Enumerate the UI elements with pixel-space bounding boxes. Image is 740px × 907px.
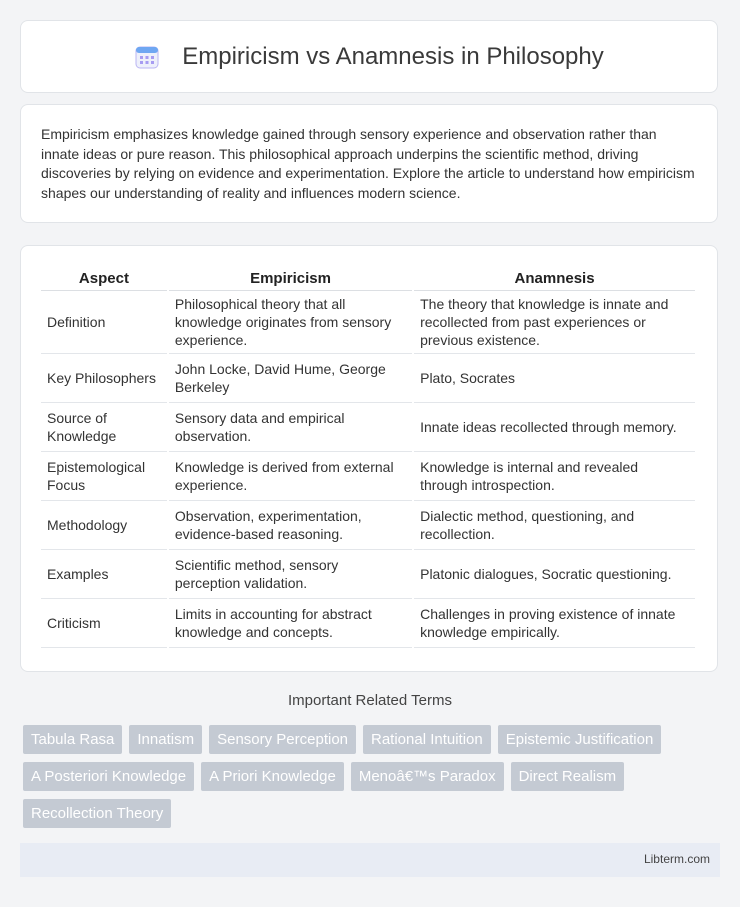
footer-site-link[interactable]: Libterm.com (643, 852, 710, 866)
row-empiricism: Sensory data and empirical observation. (169, 403, 412, 452)
related-term-tag[interactable]: A Priori Knowledge (201, 762, 344, 791)
header-aspect: Aspect (41, 264, 167, 291)
row-aspect: Criticism (41, 599, 167, 648)
row-aspect: Methodology (41, 501, 167, 550)
table-row (41, 452, 695, 501)
table-row (41, 501, 695, 550)
row-empiricism: Observation, experimentation, evidence-based reasoning. (169, 501, 412, 550)
related-terms-list (23, 725, 713, 828)
related-term-tag[interactable]: Epistemic Justification (498, 725, 662, 754)
intro-paragraph: Empiricism emphasizes knowledge gained through sensory experience and observation rather than innate ideas or pure reason. This philosophical approach underpins the scientific method, driving discoveries by relying on evidence and experimentation. Explore the article to understand how empiricism shapes our understanding of reality and influences modern science. (41, 126, 695, 201)
row-anamnesis: Innate ideas recollected through memory. (414, 403, 695, 452)
row-empiricism: John Locke, David Hume, George Berkeley (169, 354, 412, 403)
row-empiricism: Philosophical theory that all knowledge originates from sensory experience. (169, 291, 412, 354)
page-title: Empiricism vs Anamnesis in Philosophy (182, 42, 604, 70)
related-term-tag[interactable]: Sensory Perception (209, 725, 356, 754)
footer-bar (20, 843, 720, 877)
table-row (41, 550, 695, 599)
table-row (41, 403, 695, 452)
row-anamnesis: The theory that knowledge is innate and recollected from past experiences or previous existence. (414, 291, 695, 354)
row-aspect: Source of Knowledge (41, 403, 167, 452)
comparison-table-card (20, 245, 718, 672)
calendar-icon (134, 44, 160, 70)
table-row (41, 354, 695, 403)
row-aspect: Examples (41, 550, 167, 599)
title-card (20, 20, 718, 93)
intro-card (20, 104, 718, 223)
row-anamnesis: Challenges in proving existence of innate knowledge empirically. (414, 599, 695, 648)
row-aspect: Key Philosophers (41, 354, 167, 403)
row-empiricism: Scientific method, sensory perception validation. (169, 550, 412, 599)
table-header-row (41, 264, 695, 291)
header-empiricism: Empiricism (169, 264, 412, 291)
related-term-tag[interactable]: Tabula Rasa (23, 725, 122, 754)
row-empiricism: Limits in accounting for abstract knowledge and concepts. (169, 599, 412, 648)
row-empiricism: Knowledge is derived from external experience. (169, 452, 412, 501)
header-anamnesis: Anamnesis (414, 264, 695, 291)
related-term-tag[interactable]: Innatism (129, 725, 202, 754)
row-aspect: Epistemological Focus (41, 452, 167, 501)
related-term-tag[interactable]: A Posteriori Knowledge (23, 762, 194, 791)
related-terms-heading: Important Related Terms (288, 692, 452, 709)
table-row (41, 291, 695, 354)
row-aspect: Definition (41, 291, 167, 354)
row-anamnesis: Plato, Socrates (414, 354, 695, 403)
row-anamnesis: Knowledge is internal and revealed through introspection. (414, 452, 695, 501)
related-term-tag[interactable]: Recollection Theory (23, 799, 171, 828)
comparison-table (39, 264, 697, 648)
related-term-tag[interactable]: Direct Realism (511, 762, 625, 791)
row-anamnesis: Platonic dialogues, Socratic questioning. (414, 550, 695, 599)
related-term-tag[interactable]: Menoâ€™s Paradox (351, 762, 504, 791)
related-term-tag[interactable]: Rational Intuition (363, 725, 491, 754)
row-anamnesis: Dialectic method, questioning, and recollection. (414, 501, 695, 550)
table-row (41, 599, 695, 648)
